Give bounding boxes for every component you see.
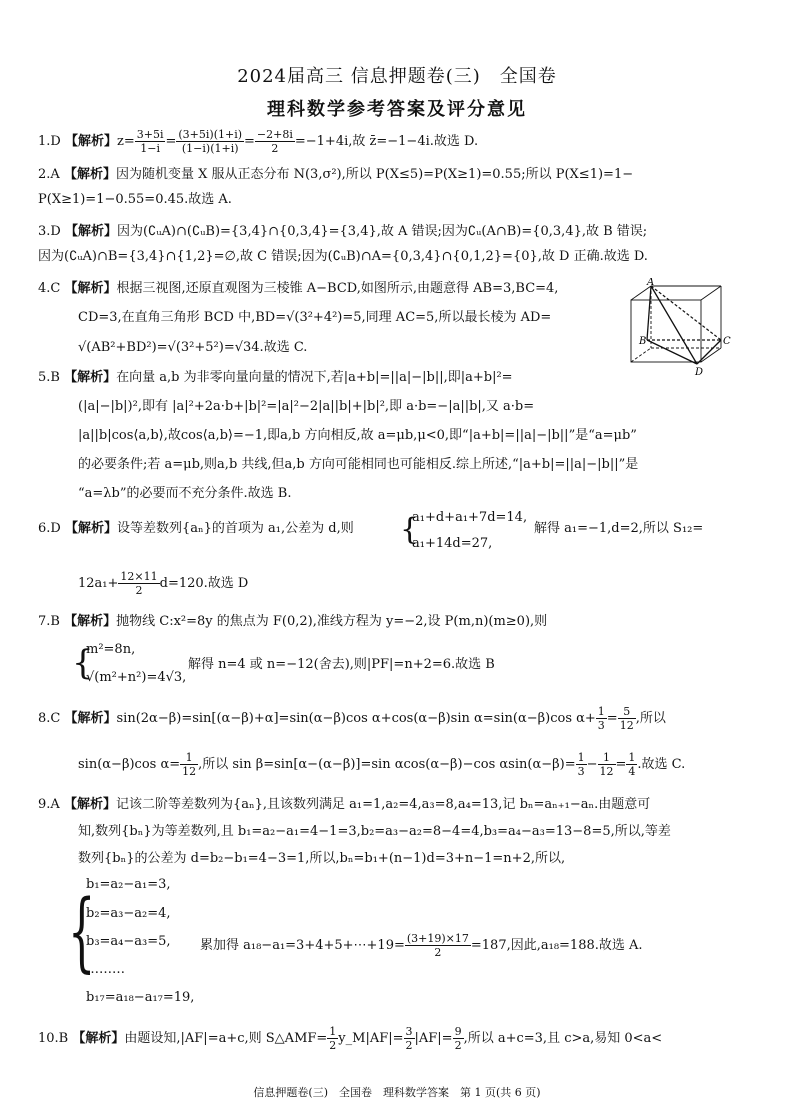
q6-line-1b: 解得 a₁=−1,d=2,所以 S₁₂= (534, 521, 704, 536)
q6-line-1: 6.D 【解析】设等差数列{aₙ}的首项为 a₁,公差为 d,则 (38, 521, 354, 536)
q8-frac-2: $\frac{5}{12}$ (619, 705, 634, 732)
q1-frac-2: $\frac{(3+5i)(1+i)}{(1-i)(1+i)}$ (178, 128, 243, 155)
q10-line-1: 10.B 【解析】由题设知,|AF|=a+c,则 S△AMF= $\frac{1}{2}$ y_M|AF|= $\frac{3}{2}$ |AF|= $\frac{9}{2}$ ,所以 a+c=3,且 c>a,易知 0<a< (38, 1025, 663, 1052)
q5-line-5: “a=λb”的必要而不充分条件.故选 B. (78, 486, 292, 501)
q4-line-2: CD=3,在直角三角形 BCD 中,BD=√(3²+4²)=5,同理 AC=5,所以最长棱为 AD= (78, 310, 552, 325)
q2-line-1: 2.A 【解析】因为随机变量 X 服从正态分布 N(3,σ²),所以 P(X≤5)=P(X≥1)=0.55;所以 P(X≤1)=1− (38, 167, 634, 182)
q6-system-2: a₁+14d=27, (412, 536, 493, 551)
q9-line-2: 知,数列{bₙ}为等差数列,且 b₁=a₂−a₁=4−1=3,b₂=a₃−a₂=8−4=4,b₃=a₄−a₃=13−8=5,所以,等差 (78, 824, 671, 839)
fig-label-a: A (647, 278, 655, 288)
q7-line-2: 解得 n=4 或 n=−12(舍去),则|PF|=n+2=6.故选 B (188, 657, 495, 672)
q5-line-4: 的必要条件;若 a=μb,则a,b 共线,但a,b 方向可能相同也可能相反.综上所述,“|a+b|=||a|−|b||”是 (78, 457, 639, 472)
page-subtitle: 理科数学参考答案及评分意见 (267, 99, 527, 120)
q3-line-2: 因为(∁ᵤA)∩B={3,4}∩{1,2}=∅,故 C 错误;因为(∁ᵤB)∩A={0,3,4}∩{0,1,2}={0},故 D 正确.故选 D. (38, 249, 648, 264)
q8-frac-3: $\frac{1}{12}$ (182, 751, 197, 778)
q8-line-1: 8.C 【解析】sin(2α−β)=sin[(α−β)+α]=sin(α−β)cos α+cos(α−β)sin α=sin(α−β)cos α+ $\frac{1}{3}$ = $\frac{5}{12}$ ,所以 (38, 705, 666, 732)
q4-line-1: 4.C 【解析】根据三视图,还原直观图为三棱锥 A−BCD,如图所示,由题意得 AB=3,BC=4, (38, 281, 559, 296)
q9-system-4: ……… (86, 962, 125, 977)
q9-brace: { (68, 882, 96, 982)
fig-label-b: B (639, 336, 647, 347)
q9-frac: $\frac{(3+19)\times 17}{2}$ (406, 932, 469, 959)
q1-line: 1.D 【解析】z= $\frac{3+5i}{1-i}$ = $\frac{(3+5i)(1+i)}{(1-i)(1+i)}$ = $\frac{-2+8i}{2}$ =−1+4i,故 z̄=−1−4i.故选 D. (38, 128, 479, 155)
fig-label-d: D (695, 367, 704, 378)
q7-brace: { (72, 643, 94, 683)
q10-frac-1: $\frac{1}{2}$ (329, 1025, 337, 1052)
page-title: 2024届高三 信息押题卷(三) 全国卷 (237, 66, 557, 87)
q9-line-3: 数列{bₙ}的公差为 d=b₂−b₁=4−3=1,所以,bₙ=b₁+(n−1)d=3+n−1=n+2,所以, (78, 851, 566, 866)
q6-brace: { (400, 512, 420, 547)
q5-line-3: |a||b|cos⟨a,b⟩,故cos⟨a,b⟩=−1,即a,b 方向相反,故 a=μb,μ<0,即“|a+b|=||a|−|b||”是“a=μb” (78, 428, 637, 443)
q9-line-1: 9.A 【解析】记该二阶等差数列为{aₙ},且该数列满足 a₁=1,a₂=4,a₃=8,a₄=13,记 bₙ=aₙ₊₁−aₙ.由题意可 (38, 797, 651, 812)
q9-system-1: b₁=a₂−a₁=3, (86, 877, 171, 892)
q8-frac-1: $\frac{1}{3}$ (597, 705, 605, 732)
fig-label-c: C (723, 336, 731, 347)
q6-frac: $\frac{12\times 11}{2}$ (120, 570, 158, 597)
q4-line-3: √(AB²+BD²)=√(3²+5²)=√34.故选 C. (78, 340, 308, 355)
q9-system-2: b₂=a₃−a₂=4, (86, 906, 171, 921)
q10-frac-3: $\frac{9}{2}$ (454, 1025, 462, 1052)
q8-frac-6: $\frac{1}{4}$ (628, 751, 636, 778)
q8-frac-5: $\frac{1}{12}$ (599, 751, 614, 778)
q3-line-1: 3.D 【解析】因为(∁ᵤA)∩(∁ᵤB)={3,4}∩{0,3,4}={3,4},故 A 错误;因为∁ᵤ(A∩B)={0,3,4},故 B 错误; (38, 224, 648, 239)
q6-system-1: a₁+d+a₁+7d=14, (412, 510, 528, 525)
q10-frac-2: $\frac{3}{2}$ (405, 1025, 413, 1052)
q7-system-1: m²=8n, (86, 642, 136, 657)
q5-line-1: 5.B 【解析】在向量 a,b 为非零向量向量的情况下,若|a+b|=||a|−|b||,即|a+b|²= (38, 370, 513, 385)
page-footer: 信息押题卷(三) 全国卷 理科数学答案 第 1 页(共 6 页) (253, 1086, 541, 1099)
q1-frac-3: $\frac{-2+8i}{2}$ (256, 128, 293, 155)
q1-frac-1: $\frac{3+5i}{1-i}$ (136, 128, 164, 155)
q5-line-2: (|a|−|b|)²,即有 |a|²+2a·b+|b|²=|a|²−2|a||b|+|b|²,即 a·b=−|a||b|,又 a·b= (78, 399, 535, 414)
q7-line-1: 7.B 【解析】抛物线 C:x²=8y 的焦点为 F(0,2),准线方程为 y=−2,设 P(m,n)(m≥0),则 (38, 614, 548, 629)
q9-sum-line: 累加得 a₁₈−a₁=3+4+5+⋯+19= $\frac{(3+19)\times 17}{2}$ =187,因此,a₁₈=188.故选 A. (200, 932, 643, 959)
q4-figure (625, 278, 735, 378)
q6-line-2: 12a₁+ $\frac{12\times 11}{2}$ d=120.故选 D (78, 570, 249, 597)
q9-system-3: b₃=a₄−a₃=5, (86, 934, 171, 949)
q9-system-5: b₁₇=a₁₈−a₁₇=19, (86, 990, 195, 1005)
q8-line-2: sin(α−β)cos α= $\frac{1}{12}$ ,所以 sin β=sin[α−(α−β)]=sin αcos(α−β)−cos αsin(α−β)= $\frac{1}{3}$ − $\frac{1}{12}$ = $\frac{1}{4}$ .故选 C. (78, 751, 686, 778)
q8-frac-4: $\frac{1}{3}$ (577, 751, 585, 778)
q7-system-2: √(m²+n²)=4√3, (86, 670, 187, 685)
q2-line-2: P(X≥1)=1−0.55=0.45.故选 A. (38, 192, 232, 207)
